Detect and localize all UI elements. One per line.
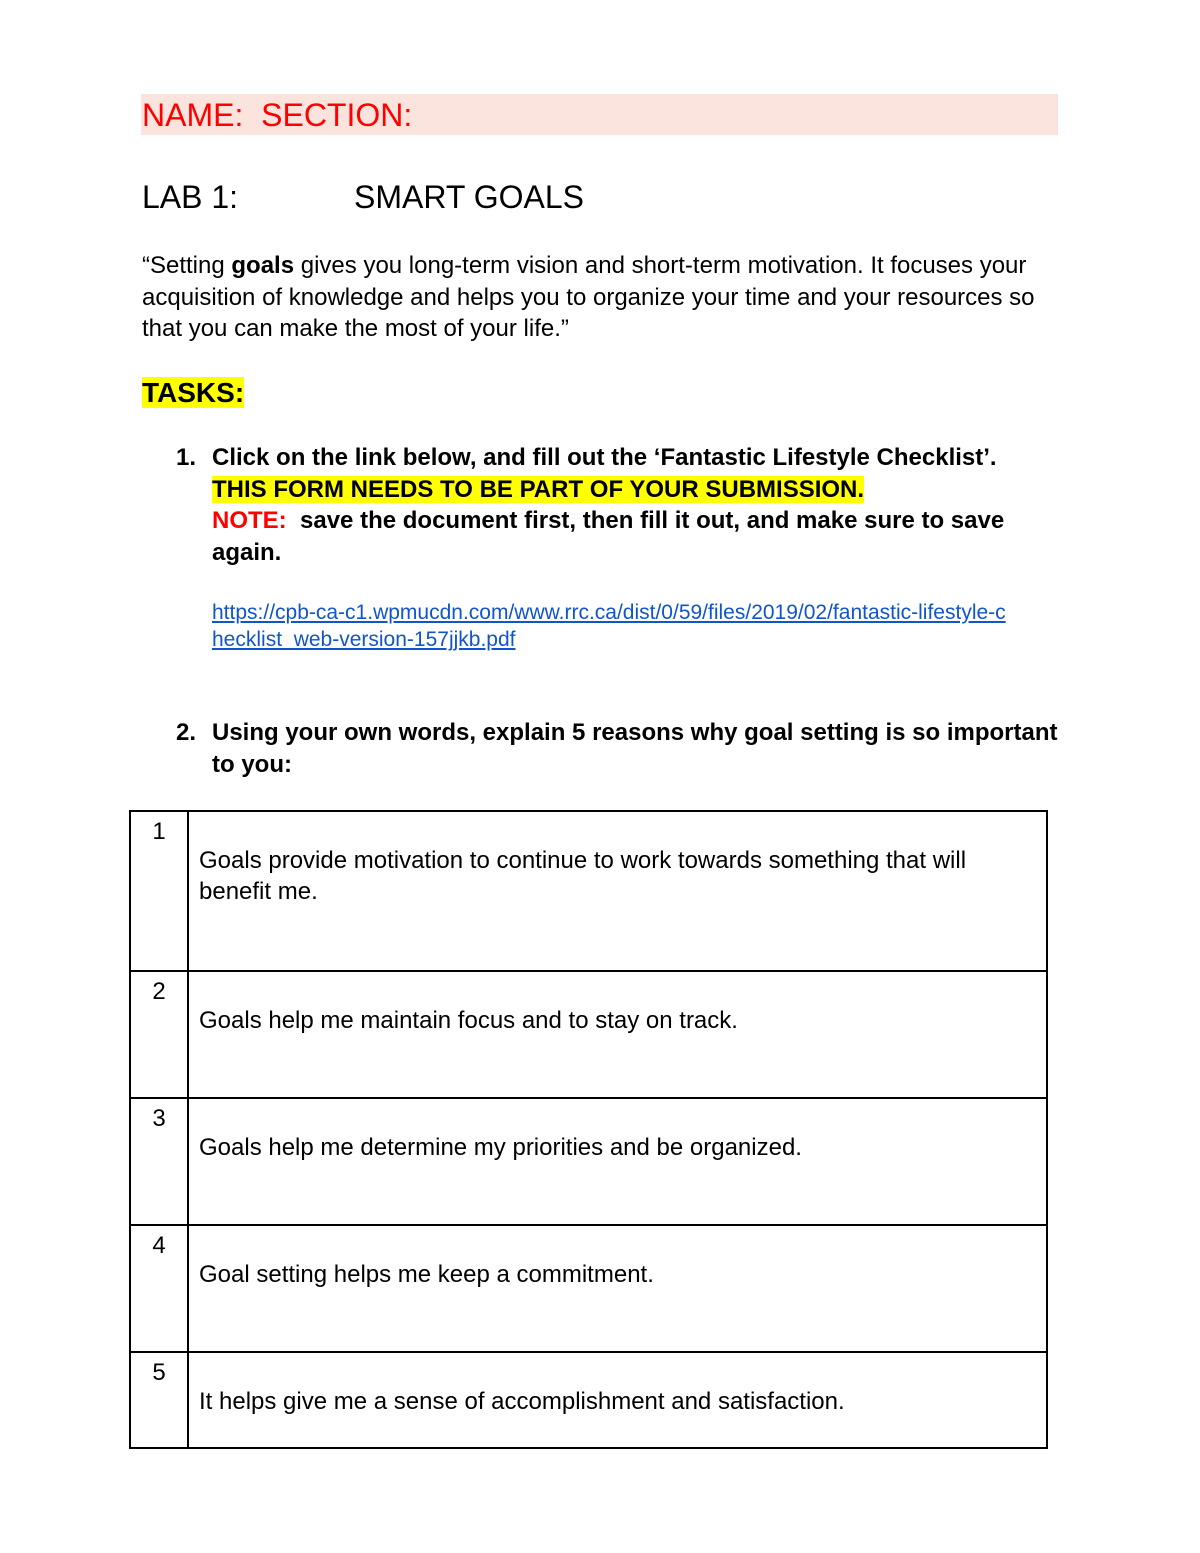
tasks-heading (142, 375, 244, 411)
quote-open: “Setting (142, 252, 232, 279)
reason-index: 1 (130, 811, 188, 971)
quote-bold-word: goals (231, 252, 295, 279)
reason-text[interactable]: Goals provide motivation to continue to work towards something that will benefit me. (188, 811, 1047, 971)
lab-topic: SMART GOALS (354, 179, 584, 215)
intro-quote (142, 250, 1062, 345)
note-text: save the document first, then fill it out, and make sure to save again. (212, 507, 1005, 566)
task-text: Using your own words, explain 5 reasons why goal setting is so important to you: (212, 719, 1058, 778)
reason-index: 5 (130, 1352, 188, 1448)
reason-index: 3 (130, 1098, 188, 1225)
task-item-2 (142, 717, 1062, 780)
name-section-heading (142, 96, 412, 134)
task-number: 1. (176, 444, 197, 471)
table-row (130, 811, 1047, 971)
table-row (130, 971, 1047, 1098)
task-number: 2. (176, 719, 197, 746)
reason-index: 2 (130, 971, 188, 1098)
checklist-link[interactable]: https://cpb-ca-c1.wpmucdn.com/www.rrc.ca/dist/0/59/files/2019/02/fantastic-lifestyle-checklist_web-version-157jjkb.pdf (212, 601, 1006, 651)
table-row (130, 1098, 1047, 1225)
reason-text[interactable]: Goals help me determine my priorities and be organized. (188, 1098, 1047, 1225)
task-item-1 (142, 442, 1062, 653)
reason-text[interactable]: Goal setting helps me keep a commitment. (188, 1225, 1047, 1352)
submission-highlight: THIS FORM NEEDS TO BE PART OF YOUR SUBMISSION. (212, 475, 865, 503)
section-label: SECTION: (261, 97, 413, 133)
lab-number: LAB 1: (142, 179, 239, 215)
quote-rest: gives you long-term vision and short-term motivation. It focuses your acquisition of knowledge and helps you to organize your time and your resources so that you can make the most of your life.” (142, 252, 1035, 342)
note-label: NOTE: (212, 507, 287, 534)
tasks-heading-text: TASKS: (142, 377, 245, 408)
reason-text[interactable]: Goals help me maintain focus and to stay on track. (188, 971, 1047, 1098)
table-row (130, 1352, 1047, 1448)
reason-index: 4 (130, 1225, 188, 1352)
task-text: Click on the link below, and fill out the ‘Fantastic Lifestyle Checklist’. (212, 444, 997, 471)
reason-text[interactable]: It helps give me a sense of accomplishment and satisfaction. (188, 1352, 1047, 1448)
lab-title (142, 178, 584, 216)
reasons-table (129, 810, 1048, 1449)
table-row (130, 1225, 1047, 1352)
name-label: NAME: (142, 97, 244, 133)
